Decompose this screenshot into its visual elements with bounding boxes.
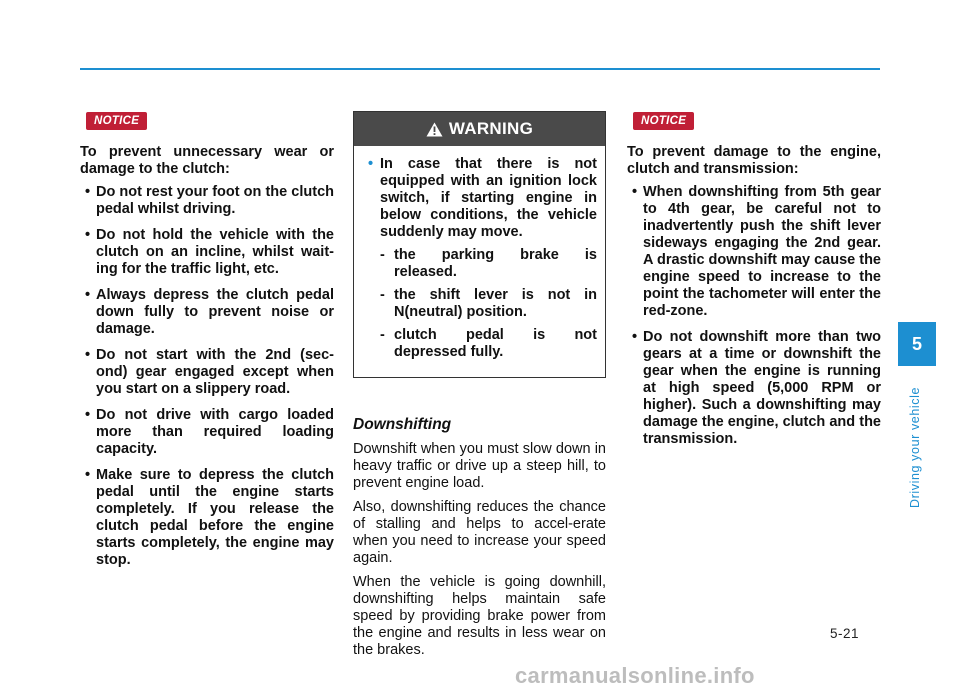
- list-item: • Do not drive with cargo loaded more than required loading capacity.: [85, 407, 334, 457]
- middle-column: [353, 111, 606, 666]
- engine-notice-list: [627, 184, 881, 448]
- bullet-icon: •: [632, 184, 638, 200]
- list-item: • Do not rest your foot on the clutch pedal whilst driving.: [85, 184, 334, 217]
- warning-subitem: - clutch pedal is not depressed fully.: [380, 327, 597, 360]
- warning-item: • In case that there is not equipped with an ignition lock switch, if starting engine in below conditions, the vehicle suddenly may move.: [368, 156, 597, 240]
- dash-icon: -: [380, 247, 385, 263]
- notice-badge: NOTICE: [633, 112, 694, 130]
- clutch-notice-intro: To prevent unnecessary wear or damage to the clutch:: [80, 144, 334, 177]
- warning-triangle-icon: [426, 122, 443, 137]
- right-column: [627, 111, 881, 457]
- list-item: • Do not downshift more than two gears at a time or downshift the gear when the engine is running at high speed (5,000 RPM or higher). Such a downshifting may damage the engine, clutch and the transmission.: [632, 329, 881, 447]
- warning-box: [353, 111, 606, 378]
- engine-notice-intro: To prevent damage to the engine, clutch and transmission:: [627, 144, 881, 177]
- header-rule: [80, 68, 880, 70]
- left-column: [80, 111, 334, 578]
- warning-title: WARNING: [448, 119, 534, 138]
- chapter-tab: [898, 322, 936, 366]
- bullet-icon: •: [85, 347, 91, 363]
- list-item: • Do not hold the vehicle with the clutch on an incline, whilst wait-ing for the traffic light, etc.: [85, 227, 334, 277]
- dash-icon: -: [380, 287, 385, 303]
- notice-badge: NOTICE: [86, 112, 147, 130]
- body-paragraph: When the vehicle is going downhill, downshifting helps maintain safe speed by providing brake power from the engine and results in less wear on the brakes.: [353, 574, 606, 658]
- clutch-notice-list: [80, 184, 334, 569]
- list-item: • Always depress the clutch pedal down fully to prevent noise or damage.: [85, 287, 334, 337]
- section-title: Downshifting: [353, 416, 452, 433]
- bullet-icon: •: [85, 287, 91, 303]
- warning-subitem: - the parking brake is released.: [380, 247, 597, 280]
- watermark: carmanualsonline.info: [515, 663, 755, 688]
- bullet-icon: •: [85, 227, 91, 243]
- chapter-number: 5: [911, 333, 922, 354]
- list-item: • Make sure to depress the clutch pedal until the engine starts completely. If you release the clutch pedal before the engine starts completely, the engine may stop.: [85, 467, 334, 568]
- chapter-title: Driving your vehicle: [908, 386, 922, 508]
- list-item: • Do not start with the 2nd (sec-ond) gear engaged except when you start on a slippery road.: [85, 347, 334, 397]
- warning-subitem: - the shift lever is not in N(neutral) position.: [380, 287, 597, 320]
- bullet-icon: •: [85, 467, 91, 483]
- body-paragraph: Downshift when you must slow down in heavy traffic or drive up a steep hill, to prevent engine load.: [353, 441, 606, 491]
- body-paragraph: Also, downshifting reduces the chance of stalling and helps to accel-erate when you need to increase your speed again.: [353, 499, 606, 566]
- bullet-icon: •: [85, 407, 91, 423]
- warning-body: [354, 146, 605, 377]
- warning-header: [354, 112, 605, 146]
- list-item: • When downshifting from 5th gear to 4th gear, be careful not to inadvertently push the shift lever sideways engaging the 2nd gear. A drastic downshift may cause the engine speed to increase to the point the tachometer will enter the red-zone.: [632, 184, 881, 319]
- bullet-icon: •: [368, 156, 374, 172]
- page-number: 5-21: [830, 626, 860, 641]
- bullet-icon: •: [85, 184, 91, 200]
- bullet-icon: •: [632, 329, 638, 345]
- dash-icon: -: [380, 327, 385, 343]
